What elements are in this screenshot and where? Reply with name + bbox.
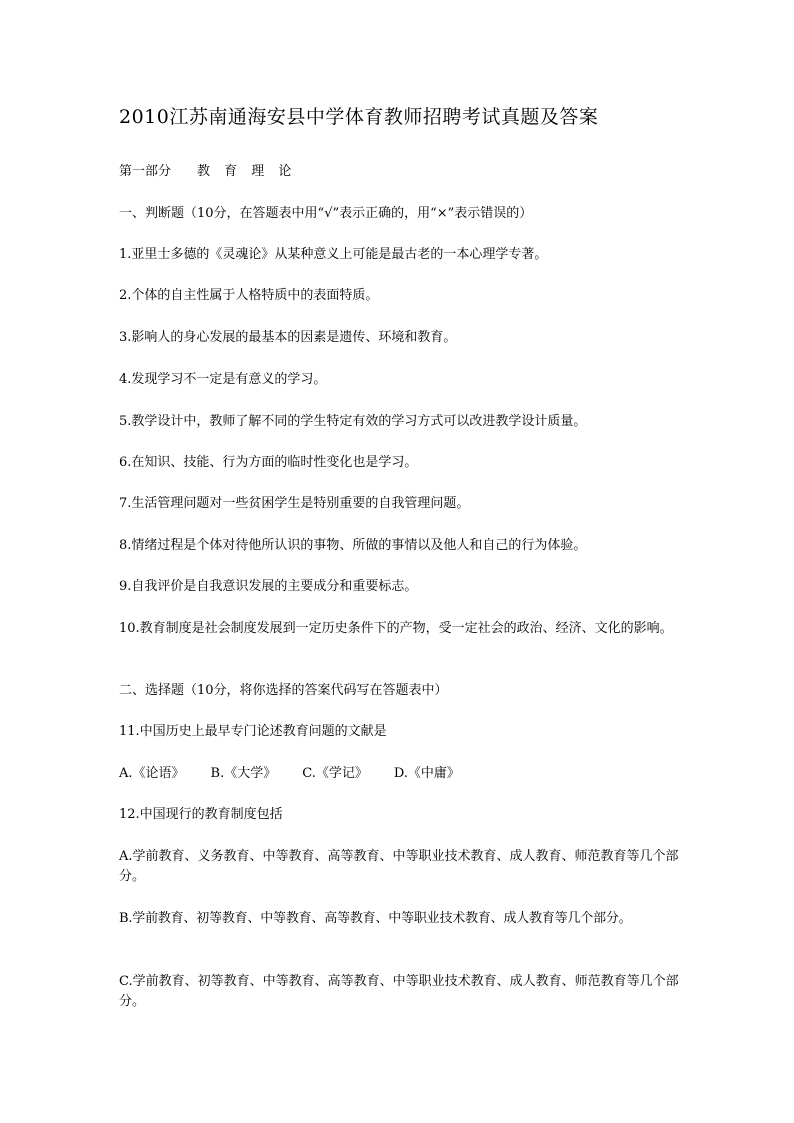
question-7: 7.生活管理问题对一些贫困学生是特别重要的自我管理问题。 xyxy=(119,496,470,511)
question-12-option-a: A.学前教育、义务教育、中等教育、高等教育、中等职业技术教育、成人教育、师范教育等几个部分。 xyxy=(119,849,679,884)
option-a: A.《论语》 xyxy=(119,766,185,781)
option-b: B.《大学》 xyxy=(210,766,277,781)
question-12-option-b: B.学前教育、初等教育、中等教育、高等教育、中等职业技术教育、成人教育等几个部分。 xyxy=(119,911,632,926)
question-6: 6.在知识、技能、行为方面的临时性变化也是学习。 xyxy=(119,455,418,470)
question-9: 9.自我评价是自我意识发展的主要成分和重要标志。 xyxy=(119,579,418,594)
option-c: C.《学记》 xyxy=(302,766,368,781)
option-d: D.《中庸》 xyxy=(393,766,460,781)
question-1: 1.亚里士多德的《灵魂论》从某种意义上可能是最古老的一本心理学专著。 xyxy=(119,247,548,262)
question-10: 10.教育制度是社会制度发展到一定历史条件下的产物，受一定社会的政治、经济、文化的影响。 xyxy=(119,621,673,636)
part-label xyxy=(119,162,689,182)
question-8: 8.情绪过程是个体对待他所认识的事物、所做的事情以及他人和自己的行为体验。 xyxy=(119,538,587,553)
section1-heading: 一、判断题（10分，在答题表中用“√”表示正确的，用“×”表示错误的） xyxy=(119,206,533,221)
question-11-options xyxy=(119,764,689,784)
question-4: 4.发现学习不一定是有意义的学习。 xyxy=(119,372,327,387)
part-name: 教 育 理 论 xyxy=(197,164,297,179)
part-number: 第一部分 xyxy=(119,164,172,179)
document-title: 2010江苏南通海安县中学体育教师招聘考试真题及答案 xyxy=(119,106,599,128)
question-12-option-c: C.学前教育、初等教育、中等教育、高等教育、中等职业技术教育、成人教育、师范教育等几个部分。 xyxy=(119,974,679,1009)
question-2: 2.个体的自主性属于人格特质中的表面特质。 xyxy=(119,288,379,303)
section2-heading: 二、选择题（10分，将你选择的答案代码写在答题表中） xyxy=(119,683,448,698)
question-11: 11.中国历史上最早专门论述教育问题的文献是 xyxy=(119,724,387,739)
question-5: 5.教学设计中，教师了解不同的学生特定有效的学习方式可以改进教学设计质量。 xyxy=(119,414,587,429)
question-12: 12.中国现行的教育制度包括 xyxy=(119,807,283,822)
question-3: 3.影响人的身心发展的最基本的因素是遗传、环境和教育。 xyxy=(119,330,457,345)
